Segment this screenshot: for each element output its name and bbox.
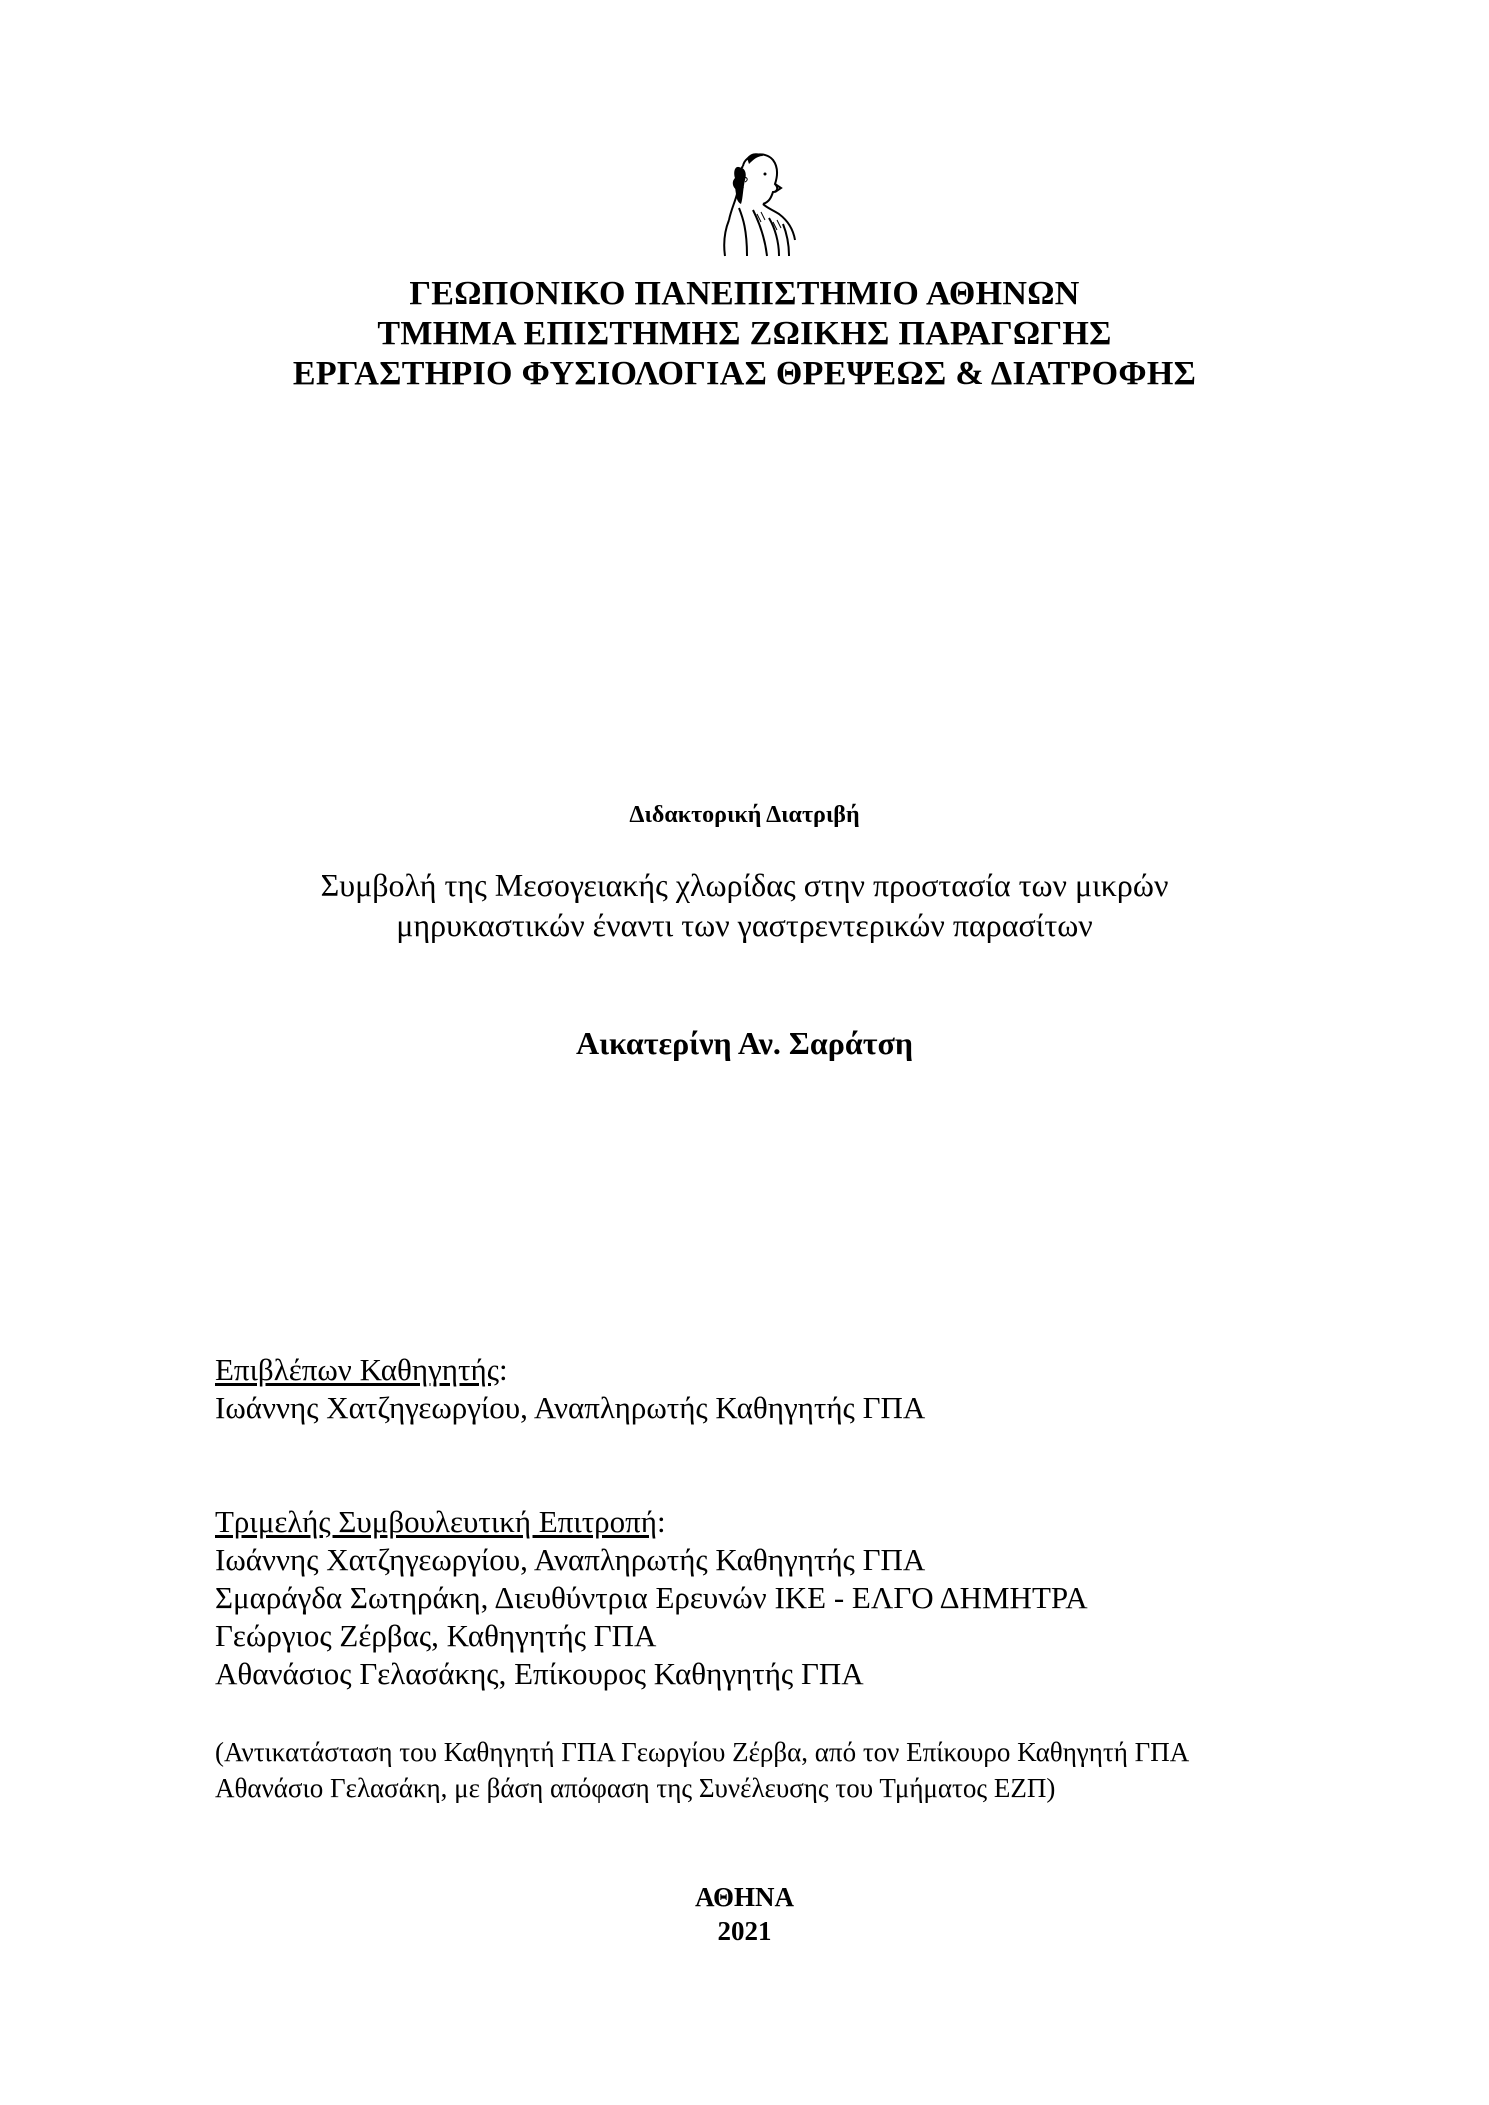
replacement-note-line-1: (Αντικατάσταση του Καθηγητή ΓΠΑ Γεωργίου Ζέρβα, από τον Επίκουρο Καθηγητή ΓΠΑ	[215, 1737, 1190, 1767]
committee-label-line	[215, 1503, 666, 1540]
supervisor-label-line	[215, 1351, 508, 1388]
department-name: ΤΜΗΜΑ ΕΠΙΣΤΗΜΗΣ ΖΩΙΚΗΣ ΠΑΡΑΓΩΓΗΣ	[377, 315, 1112, 352]
committee-member: Αθανάσιος Γελασάκης, Επίκουρος Καθηγητής ΓΠΑ	[215, 1656, 864, 1691]
thesis-title-line-1: Συμβολή της Μεσογειακής χλωρίδας στην προστασία των μικρών	[320, 867, 1169, 903]
university-name: ΓΕΩΠΟΝΙΚΟ ΠΑΝΕΠΙΣΤΗΜΙΟ ΑΘΗΝΩΝ	[409, 275, 1080, 312]
thesis-title-line-2: μηρυκαστικών έναντι των γαστρεντερικών παρασίτων	[396, 907, 1093, 943]
replacement-note-line-2: Αθανάσιο Γελασάκη, με βάση απόφαση της Συνέλευσης του Τμήματος ΕΖΠ)	[215, 1773, 1056, 1803]
committee-member: Ιωάννης Χατζηγεωργίου, Αναπληρωτής Καθηγητής ΓΠΑ	[215, 1542, 926, 1577]
laboratory-name: ΕΡΓΑΣΤΗΡΙΟ ΦΥΣΙΟΛΟΓΙΑΣ ΘΡΕΨΕΩΣ & ΔΙΑΤΡΟΦΗΣ	[292, 355, 1197, 392]
university-emblem	[713, 148, 801, 260]
committee-member: Γεώργιος Ζέρβας, Καθηγητής ΓΠΑ	[215, 1618, 657, 1653]
committee-label-colon: :	[657, 1504, 666, 1539]
supervisor-label-colon: :	[498, 1352, 508, 1387]
author-name: Αικατερίνη Αν. Σαράτση	[575, 1025, 914, 1061]
committee-member: Σμαράγδα Σωτηράκη, Διευθύντρια Ερευνών ΙΚΕ - ΕΛΓΟ ΔΗΜΗΤΡΑ	[215, 1580, 1088, 1615]
city: ΑΘΗΝΑ	[695, 1882, 794, 1912]
supervisor-name: Ιωάννης Χατζηγεωργίου, Αναπληρωτής Καθηγητής ΓΠΑ	[215, 1390, 926, 1425]
year: 2021	[717, 1916, 772, 1946]
supervisor-label: Επιβλέπων Καθηγητής	[215, 1352, 499, 1387]
committee-label: Τριμελής Συμβουλευτική Επιτροπή	[215, 1504, 658, 1539]
thesis-type: Διδακτορική Διατριβή	[629, 802, 860, 828]
